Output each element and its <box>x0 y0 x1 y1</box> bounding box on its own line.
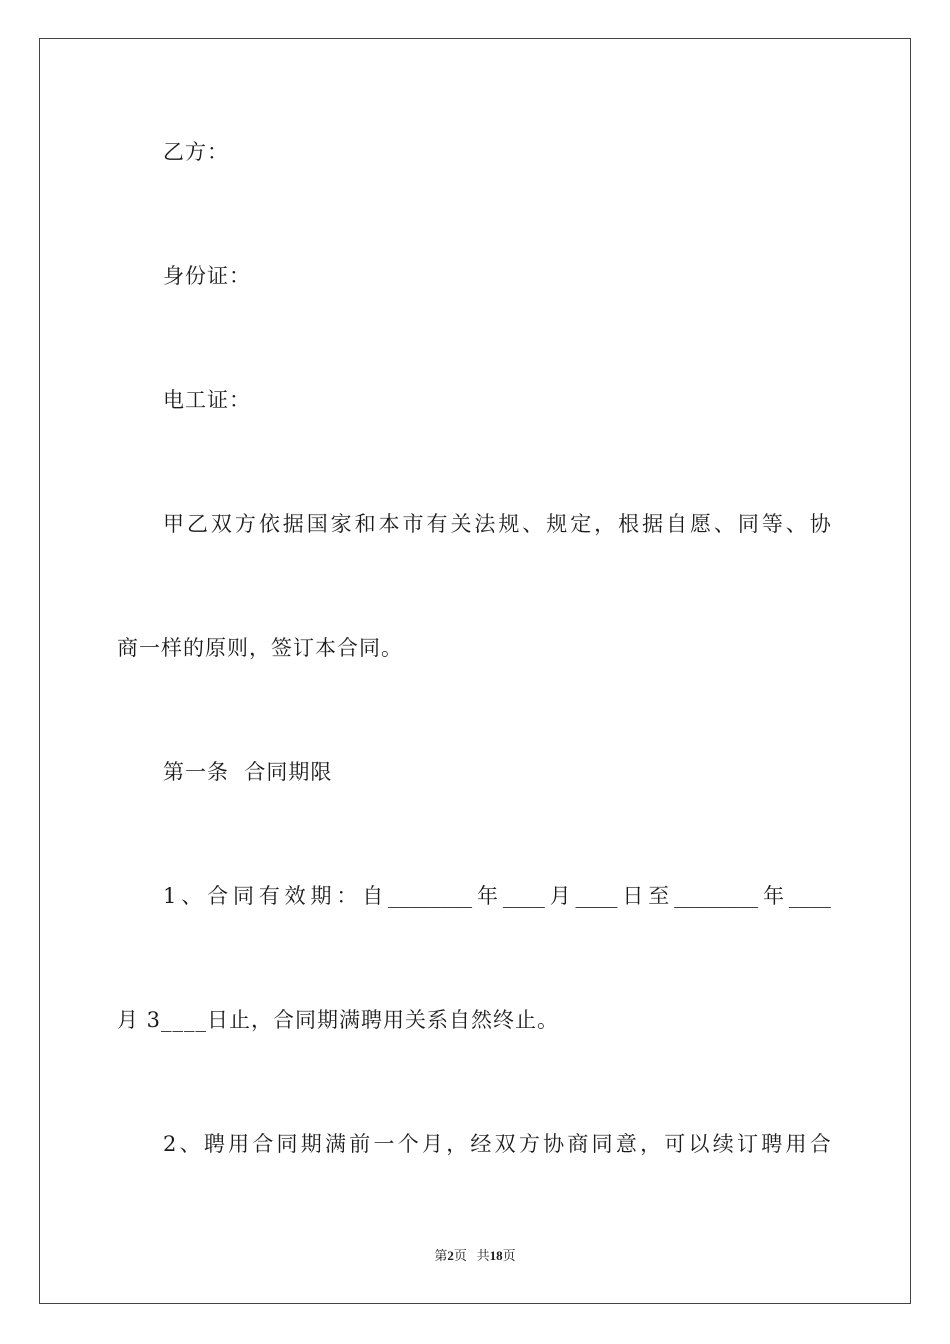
preamble-line-1 <box>163 510 831 538</box>
text-glyph: 月 <box>421 1132 443 1156</box>
text-glyph: 据 <box>282 512 304 536</box>
text-glyph: 协 <box>543 1132 565 1156</box>
text-glyph: 家 <box>330 512 352 536</box>
preamble-line-2: 商一样的原则，签订本合同。 <box>117 636 403 660</box>
text-glyph: 、 <box>713 512 735 536</box>
text-glyph: 续 <box>712 1132 734 1156</box>
text-glyph: ________ <box>674 884 759 908</box>
text-glyph: 商 <box>567 1132 589 1156</box>
text-glyph: 期 <box>310 884 332 908</box>
page-footer <box>0 1247 950 1265</box>
text-glyph: 合 <box>809 1132 831 1156</box>
electrician-cert-label: 电工证： <box>163 388 251 412</box>
text-glyph: 意 <box>615 1132 637 1156</box>
text-glyph: 规 <box>546 512 568 536</box>
text-glyph: 经 <box>470 1132 492 1156</box>
text-glyph: 同 <box>232 884 254 908</box>
text-glyph: 协 <box>809 512 831 536</box>
text-glyph: 等 <box>761 512 783 536</box>
text-glyph: 满 <box>325 1132 347 1156</box>
text-glyph: 、 <box>181 884 203 908</box>
text-glyph: 方 <box>234 512 256 536</box>
text-glyph: ____ <box>502 884 545 908</box>
text-glyph: ____ <box>575 884 618 908</box>
text-glyph: 合 <box>207 884 229 908</box>
footer-page-number: 2 <box>447 1248 454 1263</box>
footer-page-suffix: 页 <box>453 1248 467 1263</box>
text-glyph: 市 <box>402 512 424 536</box>
text-glyph: 2 <box>163 1132 177 1156</box>
text-glyph: 用 <box>228 1132 250 1156</box>
text-glyph: ________ <box>388 884 473 908</box>
text-glyph: 关 <box>450 512 472 536</box>
footer-total-pages: 18 <box>489 1248 503 1263</box>
text-glyph: 年 <box>476 884 498 908</box>
text-glyph: ， <box>594 512 616 536</box>
text-glyph: 效 <box>284 884 306 908</box>
text-glyph: 聘 <box>203 1132 225 1156</box>
text-glyph: 和 <box>354 512 376 536</box>
article-1-heading: 第一条 合同期限 <box>163 760 333 784</box>
renewal-clause-line-1 <box>163 1130 831 1158</box>
text-glyph: 依 <box>258 512 280 536</box>
text-glyph: 一 <box>373 1132 395 1156</box>
text-glyph: 可 <box>664 1132 686 1156</box>
text-glyph: 自 <box>362 884 384 908</box>
party-b-label: 乙方： <box>163 140 229 164</box>
text-glyph: ： <box>336 884 358 908</box>
text-glyph: 自 <box>666 512 688 536</box>
text-glyph: 年 <box>762 884 784 908</box>
text-glyph: 、 <box>522 512 544 536</box>
text-glyph: 至 <box>648 884 670 908</box>
text-glyph: 甲 <box>163 512 184 536</box>
text-glyph: ， <box>640 1132 662 1156</box>
text-glyph: 订 <box>737 1132 758 1156</box>
text-glyph: 月 <box>549 884 571 908</box>
text-glyph: 规 <box>498 512 520 536</box>
text-glyph: 1 <box>163 884 177 908</box>
term-clause-line-1 <box>163 882 831 910</box>
text-glyph: 根 <box>618 512 640 536</box>
text-glyph: 国 <box>306 512 328 536</box>
text-glyph: ____ <box>788 884 831 908</box>
text-glyph: 、 <box>785 512 807 536</box>
text-glyph: 同 <box>276 1132 298 1156</box>
footer-prefix: 第 <box>434 1248 448 1263</box>
text-glyph: 双 <box>494 1132 516 1156</box>
text-glyph: 期 <box>300 1132 322 1156</box>
id-card-label: 身份证： <box>163 264 251 288</box>
text-glyph: 有 <box>426 512 448 536</box>
text-glyph: 合 <box>252 1132 274 1156</box>
text-glyph: 日 <box>622 884 644 908</box>
text-glyph: 以 <box>688 1132 710 1156</box>
text-glyph: 同 <box>591 1132 613 1156</box>
page-frame <box>39 38 911 1304</box>
text-glyph: 愿 <box>689 512 711 536</box>
footer-total-prefix: 共 <box>476 1248 490 1263</box>
text-glyph: 本 <box>378 512 400 536</box>
text-glyph: 定 <box>570 512 592 536</box>
text-glyph: 据 <box>642 512 664 536</box>
text-glyph: 法 <box>474 512 496 536</box>
text-glyph: 同 <box>737 512 759 536</box>
text-glyph: 个 <box>397 1132 419 1156</box>
text-glyph: ， <box>446 1132 468 1156</box>
text-glyph: 用 <box>785 1132 807 1156</box>
text-glyph: 方 <box>518 1132 540 1156</box>
text-glyph: 乙 <box>186 512 208 536</box>
text-glyph: 聘 <box>761 1132 783 1156</box>
text-glyph: 有 <box>258 884 280 908</box>
text-glyph: 前 <box>349 1132 371 1156</box>
text-glyph: 、 <box>179 1132 201 1156</box>
text-glyph: 双 <box>210 512 232 536</box>
term-clause-line-2: 月 3____日止，合同期满聘用关系自然终止。 <box>117 1008 560 1032</box>
footer-total-suffix: 页 <box>502 1248 516 1263</box>
